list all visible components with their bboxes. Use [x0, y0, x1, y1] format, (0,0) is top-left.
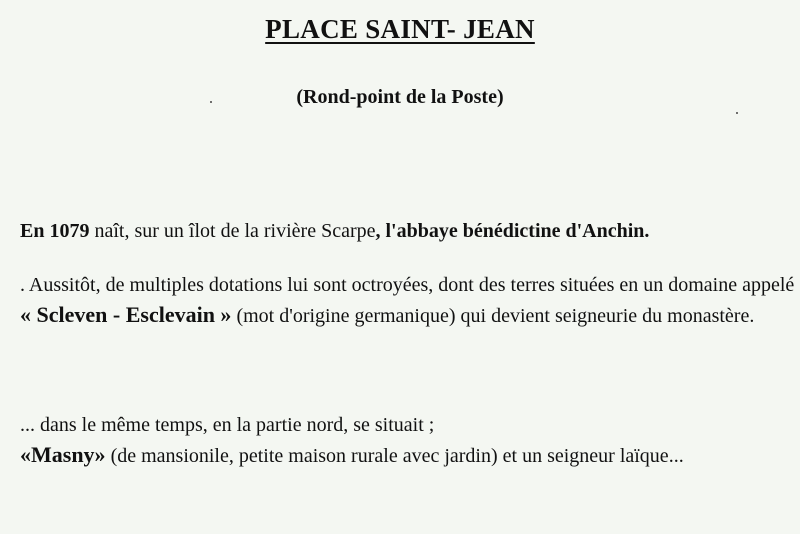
domain-name: « Scleven - Esclevain » [20, 302, 232, 327]
masny-name: «Masny» [20, 442, 106, 467]
paragraph-dotations [20, 270, 795, 331]
paragraph-text: (de mansionile, petite maison rurale avec jardin) et un seigneur laïque... [105, 445, 684, 467]
document-subtitle: (Rond-point de la Poste) [296, 86, 504, 108]
paragraph-text: ... dans le même temps, en la partie nord, se situait ; [20, 414, 435, 436]
abbaye-name: , l'abbaye bénédictine d'Anchin. [375, 220, 650, 242]
paragraph-abbaye [20, 216, 795, 246]
year-text: En 1079 [20, 220, 90, 242]
paragraph-text: . Aussitôt, de multiples dotations lui sont octroyées, dont des terres situées en un domaine appelé [20, 274, 795, 296]
scan-speck [736, 112, 738, 114]
document-title: PLACE SAINT- JEAN [265, 14, 535, 44]
paragraph-text: naît, sur un îlot de la rivière Scarpe [89, 220, 376, 242]
paragraph-masny [20, 410, 795, 471]
scan-speck [210, 101, 212, 103]
paragraph-text: (mot d'origine germanique) qui devient seigneurie du monastère. [231, 305, 755, 327]
